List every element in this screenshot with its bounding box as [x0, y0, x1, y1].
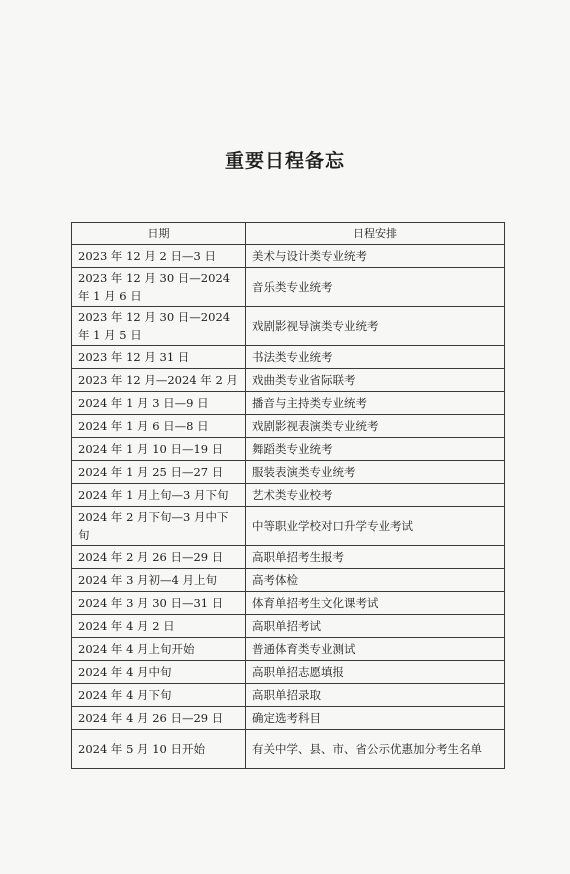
table-row — [72, 707, 505, 730]
schedule-cell: 美术与设计类专业统考 — [246, 245, 505, 268]
table-header — [72, 223, 505, 245]
table-row — [72, 415, 505, 438]
table-row — [72, 661, 505, 684]
schedule-cell: 服装表演类专业统考 — [246, 461, 505, 484]
date-cell: 2023 年 12 月 30 日—2024 年 1 月 6 日 — [72, 268, 246, 307]
date-cell: 2024 年 5 月 10 日开始 — [72, 730, 246, 769]
schedule-cell: 普通体育类专业测试 — [246, 638, 505, 661]
date-cell: 2024 年 1 月上旬—3 月下旬 — [72, 484, 246, 507]
table-row — [72, 346, 505, 369]
table-row — [72, 615, 505, 638]
date-cell: 2024 年 2 月 26 日—29 日 — [72, 546, 246, 569]
column-header-date: 日期 — [72, 223, 246, 245]
table-row — [72, 592, 505, 615]
page-title: 重要日程备忘 — [224, 150, 345, 172]
date-cell: 2023 年 12 月 2 日—3 日 — [72, 245, 246, 268]
date-cell: 2024 年 2 月下旬—3 月中下旬 — [72, 507, 246, 546]
date-cell: 2024 年 3 月 30 日—31 日 — [72, 592, 246, 615]
schedule-cell: 高职单招考生报考 — [246, 546, 505, 569]
column-header-schedule: 日程安排 — [246, 223, 505, 245]
table-row — [72, 507, 505, 546]
table-row — [72, 684, 505, 707]
schedule-table — [71, 222, 505, 769]
date-cell: 2023 年 12 月 30 日—2024 年 1 月 5 日 — [72, 307, 246, 346]
schedule-cell: 确定选考科目 — [246, 707, 505, 730]
date-cell: 2024 年 4 月上旬开始 — [72, 638, 246, 661]
schedule-cell: 音乐类专业统考 — [246, 268, 505, 307]
table-row — [72, 546, 505, 569]
schedule-cell: 书法类专业统考 — [246, 346, 505, 369]
table-row — [72, 307, 505, 346]
table-row — [72, 438, 505, 461]
date-cell: 2024 年 1 月 10 日—19 日 — [72, 438, 246, 461]
schedule-cell: 戏剧影视导演类专业统考 — [246, 307, 505, 346]
date-cell: 2024 年 4 月 26 日—29 日 — [72, 707, 246, 730]
schedule-cell: 戏曲类专业省际联考 — [246, 369, 505, 392]
header-row — [72, 223, 505, 245]
date-cell: 2024 年 4 月下旬 — [72, 684, 246, 707]
table-row — [72, 369, 505, 392]
table-row — [72, 638, 505, 661]
date-cell: 2024 年 4 月中旬 — [72, 661, 246, 684]
date-cell: 2024 年 1 月 25 日—27 日 — [72, 461, 246, 484]
schedule-cell: 体育单招考生文化课考试 — [246, 592, 505, 615]
table-row — [72, 392, 505, 415]
schedule-cell: 高职单招录取 — [246, 684, 505, 707]
schedule-cell: 高职单招志愿填报 — [246, 661, 505, 684]
schedule-cell: 艺术类专业校考 — [246, 484, 505, 507]
schedule-cell: 有关中学、县、市、省公示优惠加分考生名单 — [246, 730, 505, 769]
date-cell: 2024 年 3 月初—4 月上旬 — [72, 569, 246, 592]
date-cell: 2024 年 1 月 3 日—9 日 — [72, 392, 246, 415]
table-row — [72, 461, 505, 484]
table-row — [72, 245, 505, 268]
schedule-cell: 中等职业学校对口升学专业考试 — [246, 507, 505, 546]
schedule-cell: 播音与主持类专业统考 — [246, 392, 505, 415]
schedule-cell: 戏剧影视表演类专业统考 — [246, 415, 505, 438]
table-row — [72, 569, 505, 592]
date-cell: 2024 年 1 月 6 日—8 日 — [72, 415, 246, 438]
schedule-cell: 舞蹈类专业统考 — [246, 438, 505, 461]
schedule-cell: 高职单招考试 — [246, 615, 505, 638]
date-cell: 2023 年 12 月 31 日 — [72, 346, 246, 369]
date-cell: 2024 年 4 月 2 日 — [72, 615, 246, 638]
table-row — [72, 268, 505, 307]
schedule-cell: 高考体检 — [246, 569, 505, 592]
table-row — [72, 484, 505, 507]
table-row — [72, 730, 505, 769]
table-body — [72, 245, 505, 769]
date-cell: 2023 年 12 月—2024 年 2 月 — [72, 369, 246, 392]
